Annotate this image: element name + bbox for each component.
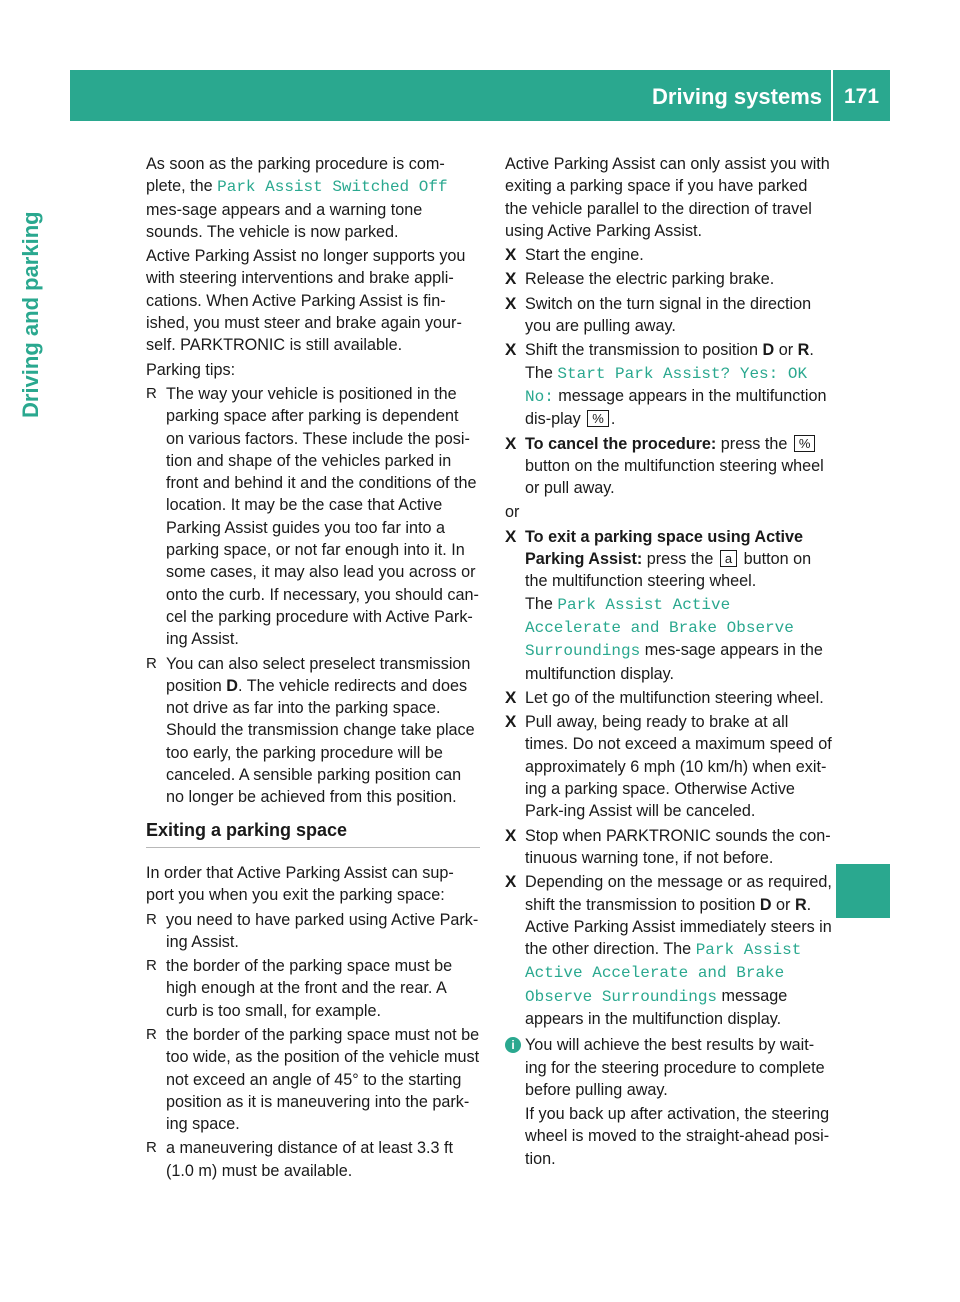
text: . (809, 341, 814, 360)
chapter-tab-label: Driving and parking (18, 211, 43, 418)
text: press the (716, 434, 792, 453)
paragraph: If you back up after activation, the steering wheel is moved to the straight-ahead posi-tion. (525, 1105, 830, 1168)
bullet-icon: R (146, 1139, 157, 1157)
list-item (146, 653, 480, 809)
text: Pull away, being ready to brake at all times. Do not exceed a maximum speed of approximately 6 mph (10 km/h) when exit-ing a parking space. Otherwise Active Park-ing Assist will be canceled. (525, 713, 832, 821)
display-message: Park Assist Active Accelerate and Brake Observe Surroundings (525, 941, 802, 1006)
text: Stop when PARKTRONIC sounds the con-tinuous warning tone, if not before. (525, 826, 831, 867)
step-item (505, 433, 833, 500)
step-arrow-icon: X (505, 433, 517, 453)
text: Release the electric parking brake. (525, 270, 775, 289)
back-button-icon: % (794, 435, 816, 452)
text: the border of the parking space must be high enough at the front and the rear. A curb is too small, for example. (166, 957, 453, 1020)
gear-position: D (762, 341, 775, 360)
step-title: To cancel the procedure: (525, 434, 717, 453)
gear-position: D (226, 676, 238, 695)
text: Depending on the message or as required, shift the transmission to position (525, 873, 832, 914)
text: message appears in the multifunction dis-play (525, 386, 827, 429)
text: As soon as the parking procedure is com-plete, the (146, 155, 445, 196)
right-column (505, 153, 833, 1172)
text: message appears in the multifunction display. (525, 986, 788, 1028)
text: The (525, 363, 558, 382)
step-arrow-icon: X (505, 872, 517, 892)
step-arrow-icon: X (505, 825, 517, 845)
step-item (505, 293, 833, 338)
bullet-icon: R (146, 910, 157, 928)
step-arrow-icon: X (505, 340, 517, 360)
paragraph: You will achieve the best results by wait-ing for the steering procedure to complete before pulling away. (525, 1036, 825, 1099)
step-item (505, 244, 833, 266)
step-item (505, 268, 833, 290)
step-item (505, 711, 833, 822)
step-item (505, 871, 833, 1030)
paragraph: or (505, 503, 520, 522)
step-item (505, 825, 833, 870)
text: The way your vehicle is positioned in the parking space after parking is dependent on various factors. These include the posi-tion and shape of the vehicles parked in front and behind it and the conditions of the location. It may be the case that Active Parking Assist guides you too far into a parking space, or not far enough into it. In some cases, it may also lead you across or onto the curb. If necessary, you should can-cel the parking procedure with Active Park-ing Assist. (166, 384, 479, 649)
gear-position: D (759, 895, 772, 914)
step-title: To exit a parking space using Active Parking Assist: (525, 527, 803, 569)
info-icon: i (505, 1037, 521, 1053)
text: . The vehicle redirects and does not drive as far into the parking space. Should the transmission change take place too early, the parking procedure will be canceled. A sensible parking position can no longer be achieved from this position. (166, 676, 475, 807)
info-note (505, 1034, 833, 1170)
text: button on the multifunction steering wheel. (525, 550, 812, 591)
step-item (505, 339, 833, 430)
text: Active Parking Assist immediately steers in the other direction. The (525, 917, 832, 959)
display-message: Park Assist Active Accelerate and Brake Observe Surroundings (525, 595, 794, 661)
list-item (146, 955, 480, 1022)
bullet-icon: R (146, 957, 157, 975)
text: Shift the transmission to position (525, 341, 763, 360)
paragraph (146, 153, 480, 243)
bullet-icon: R (146, 384, 157, 402)
text: mes-sage appears and a warning tone sounds. The vehicle is now parked. (146, 200, 423, 241)
text: or (774, 341, 798, 360)
bullet-icon: R (146, 654, 157, 672)
step-arrow-icon: X (505, 245, 517, 265)
section-heading: Exiting a parking space (146, 819, 480, 848)
text: button on the multifunction steering wheel or pull away. (525, 456, 824, 498)
bullet-icon: R (146, 1025, 157, 1043)
step-item (505, 526, 833, 685)
paragraph: In order that Active Parking Assist can sup-port you when you exit the parking space: (146, 863, 454, 905)
step-arrow-icon: X (505, 687, 517, 707)
step-arrow-icon: X (505, 526, 517, 546)
display-message: Start Park Assist? Yes: OK No: (525, 364, 808, 406)
back-button-icon: % (587, 410, 609, 427)
text: you need to have parked using Active Park-ing Assist. (166, 910, 479, 951)
text: press the (642, 550, 718, 569)
step-item (505, 687, 833, 709)
gear-position: R (794, 895, 807, 914)
list-item (146, 383, 480, 651)
left-column (146, 153, 480, 1184)
gear-position: R (797, 341, 810, 360)
text: . (806, 895, 812, 914)
list-item (146, 1024, 480, 1135)
step-arrow-icon: X (505, 712, 517, 732)
text: Start the engine. (525, 246, 644, 265)
ok-button-icon: a (720, 550, 737, 567)
paragraph: Active Parking Assist no longer supports you with steering interventions and brake appli-cations. When Active Parking Assist is fin-ished, you must steer and brake again your-self. PARKTRONIC is still available. (146, 247, 466, 355)
text: Switch on the turn signal in the direction you are pulling away. (525, 294, 812, 336)
text: The (525, 594, 558, 613)
text: a maneuvering distance of at least 3.3 ft (1.0 m) must be available. (166, 1139, 454, 1180)
text: You can also select preselect transmission position (166, 654, 471, 695)
list-item (146, 909, 480, 954)
text: the border of the parking space must not be too wide, as the position of the vehicle must not exceed an angle of 45° to the starting position as it is maneuvering into the park-ing space. (166, 1025, 480, 1134)
paragraph: Active Parking Assist can only assist you with exiting a parking space if you have parked the vehicle parallel to the direction of travel using Active Parking Assist. (505, 155, 830, 240)
text: or (771, 895, 795, 914)
chapter-marker (836, 864, 890, 918)
header-bar (70, 70, 890, 121)
step-arrow-icon: X (505, 293, 517, 313)
page-number: 171 (843, 85, 880, 108)
paragraph: Parking tips: (146, 360, 236, 379)
text: Let go of the multifunction steering wheel. (525, 688, 824, 707)
display-message: Park Assist Switched Off (217, 178, 448, 197)
step-arrow-icon: X (505, 269, 517, 289)
section-title: Driving systems (652, 84, 822, 109)
list-item (146, 1137, 480, 1182)
text: . (610, 410, 616, 429)
text: mes-sage appears in the multifunction display. (525, 641, 823, 683)
